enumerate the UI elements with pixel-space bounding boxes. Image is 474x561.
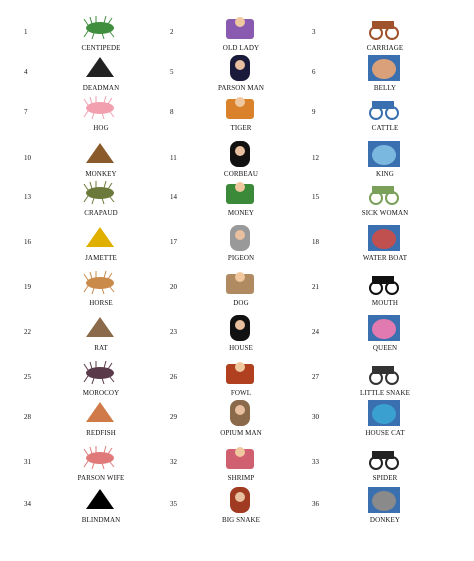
item-number: 25 xyxy=(24,373,31,381)
sick-woman-icon xyxy=(364,178,404,206)
item-label: QUEEN xyxy=(372,344,398,352)
belly-icon xyxy=(364,53,404,81)
item-number: 3 xyxy=(312,28,316,36)
item-number: 14 xyxy=(170,193,177,201)
queen-icon xyxy=(364,313,404,341)
item-label: DONKEY xyxy=(369,516,401,524)
item-number: 15 xyxy=(312,193,319,201)
item-label: REDFISH xyxy=(86,429,116,437)
item-label: CARRIAGE xyxy=(366,44,404,52)
item-label: OPIUM MAN xyxy=(220,429,262,437)
cattle-icon xyxy=(364,93,404,121)
item-number: 35 xyxy=(170,500,177,508)
item-label: MONKEY xyxy=(85,170,117,178)
item-label: LITTLE SNAKE xyxy=(360,389,410,397)
item-label: CATTLE xyxy=(371,124,399,132)
item-label: SPIDER xyxy=(372,474,398,482)
item-number: 28 xyxy=(24,413,31,421)
item-number: 19 xyxy=(24,283,31,291)
item-label: SICK WOMAN xyxy=(361,209,409,217)
item-number: 31 xyxy=(24,458,31,466)
spider-icon xyxy=(364,443,404,471)
item-number: 22 xyxy=(24,328,31,336)
mouth-icon xyxy=(364,268,404,296)
item-number: 5 xyxy=(170,68,174,76)
carriage-icon xyxy=(364,13,404,41)
item-label: CRAPAUD xyxy=(84,209,118,217)
item-label: KING xyxy=(376,170,394,178)
item-number: 11 xyxy=(170,154,177,162)
item-number: 32 xyxy=(170,458,177,466)
item-number: 9 xyxy=(312,108,316,116)
item-number: 27 xyxy=(312,373,319,381)
item-label: MONEY xyxy=(227,209,255,217)
item-label: SHRIMP xyxy=(227,474,255,482)
item-label: RAT xyxy=(94,344,108,352)
item-number: 4 xyxy=(24,68,28,76)
item-label: DOG xyxy=(233,299,249,307)
item-number: 26 xyxy=(170,373,177,381)
house-cat-icon xyxy=(364,398,404,426)
item-number: 7 xyxy=(24,108,28,116)
donkey-icon xyxy=(364,485,404,513)
item-number: 17 xyxy=(170,238,177,246)
item-label: PARSON WIFE xyxy=(77,474,125,482)
item-number: 8 xyxy=(170,108,174,116)
item-number: 30 xyxy=(312,413,319,421)
water-boat-icon xyxy=(364,223,404,251)
item-label: TIGER xyxy=(230,124,252,132)
item-label: FOWL xyxy=(230,389,252,397)
little-snake-icon xyxy=(364,358,404,386)
item-number: 16 xyxy=(24,238,31,246)
item-number: 23 xyxy=(170,328,177,336)
item-number: 10 xyxy=(24,154,31,162)
item-number: 33 xyxy=(312,458,319,466)
item-number: 2 xyxy=(170,28,174,36)
item-label: WATER BOAT xyxy=(362,254,408,262)
item-label: BLINDMAN xyxy=(81,516,121,524)
item-number: 13 xyxy=(24,193,31,201)
item-number: 1 xyxy=(24,28,28,36)
item-label: HORSE xyxy=(89,299,113,307)
item-number: 12 xyxy=(312,154,319,162)
item-label: MOUTH xyxy=(371,299,399,307)
item-number: 18 xyxy=(312,238,319,246)
item-number: 36 xyxy=(312,500,319,508)
item-number: 21 xyxy=(312,283,319,291)
item-label: HOUSE xyxy=(229,344,253,352)
item-label: HOG xyxy=(93,124,109,132)
item-label: BIG SNAKE xyxy=(221,516,261,524)
item-label: PARSON MAN xyxy=(217,84,265,92)
item-label: CORBEAU xyxy=(223,170,259,178)
item-number: 6 xyxy=(312,68,316,76)
item-label: PIGEON xyxy=(227,254,255,262)
item-label: MOROCOY xyxy=(82,389,120,397)
item-number: 29 xyxy=(170,413,177,421)
item-label: OLD LADY xyxy=(222,44,260,52)
item-number: 24 xyxy=(312,328,319,336)
item-label: BELLY xyxy=(373,84,397,92)
item-label: JAMETTE xyxy=(85,254,117,262)
item-number: 20 xyxy=(170,283,177,291)
item-number: 34 xyxy=(24,500,31,508)
item-label: CENTIPEDE xyxy=(81,44,121,52)
item-label: DEADMAN xyxy=(82,84,120,92)
item-label: HOUSE CAT xyxy=(365,429,405,437)
king-icon xyxy=(364,139,404,167)
